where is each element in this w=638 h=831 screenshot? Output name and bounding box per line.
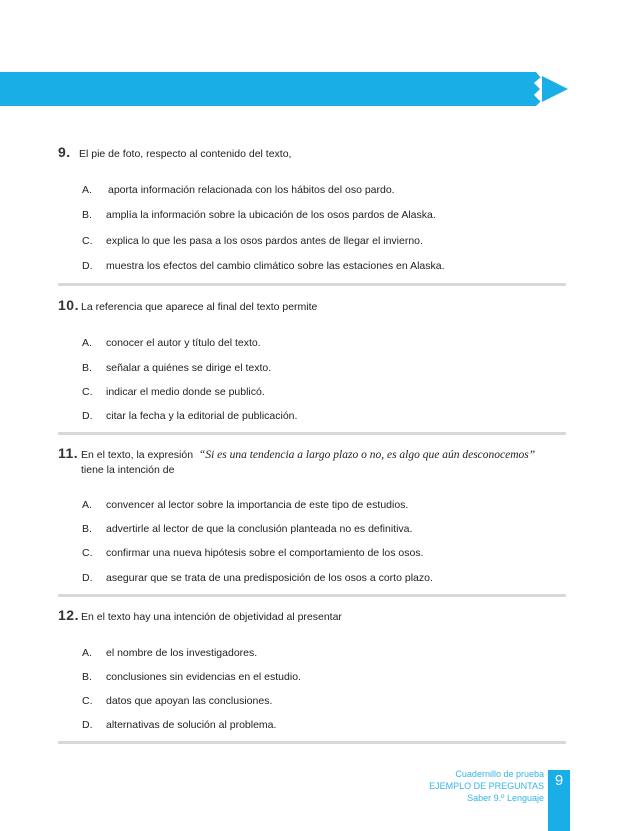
option-letter: C. <box>82 695 93 707</box>
option-a <box>82 337 261 349</box>
option-text: datos que apoyan las conclusiones. <box>106 695 273 707</box>
option-c <box>82 235 423 247</box>
option-text: asegurar que se trata de una predisposición de los osos a corto plazo. <box>106 572 433 584</box>
question-stem <box>58 144 558 162</box>
option-text: explica lo que les pasa a los osos pardos antes de llegar el invierno. <box>106 235 423 247</box>
booklet-footer <box>429 768 544 804</box>
option-text: aporta información relacionada con los hábitos del oso pardo. <box>108 184 395 196</box>
option-text: confirmar una nueva hipótesis sobre el comportamiento de los osos. <box>106 547 424 559</box>
option-text: señalar a quiénes se dirige el texto. <box>106 362 272 374</box>
option-text: citar la fecha y la editorial de publicación. <box>106 410 298 422</box>
pencil-banner-graphic <box>0 72 580 106</box>
question-text: La referencia que aparece al final del texto permite <box>81 301 318 313</box>
option-b <box>82 523 412 535</box>
stem-ending: tiene la intención de <box>81 464 175 476</box>
option-d <box>82 719 276 731</box>
page-number-tab <box>548 770 570 831</box>
question-number: 10. <box>58 297 79 313</box>
option-text: conclusiones sin evidencias en el estudio. <box>106 671 301 683</box>
option-letter: A. <box>82 499 92 511</box>
option-letter: D. <box>82 719 93 731</box>
option-c <box>82 695 272 707</box>
option-text: muestra los efectos del cambio climático sobre las estaciones en Alaska. <box>106 260 445 272</box>
page-number: 9 <box>554 772 564 789</box>
question-text: En el texto hay una intención de objetividad al presentar <box>81 611 342 623</box>
question-text: El pie de foto, respecto al contenido del texto, <box>79 148 292 160</box>
option-letter: D. <box>82 260 93 272</box>
option-letter: D. <box>82 410 93 422</box>
stem-intro: En el texto, la expresión <box>81 449 194 461</box>
section-divider <box>58 594 566 597</box>
question-10 <box>58 297 558 422</box>
option-letter: D. <box>82 572 93 584</box>
option-c <box>82 386 265 398</box>
footer-line-3: Saber 9.º Lenguaje <box>467 793 544 803</box>
option-d <box>82 260 445 272</box>
option-text: conocer el autor y título del texto. <box>106 337 261 349</box>
footer-line-2: EJEMPLO DE PREGUNTAS <box>429 781 544 791</box>
question-number: 12. <box>58 607 79 623</box>
option-letter: C. <box>82 386 93 398</box>
quoted-expression: “Si es una tendencia a largo plazo o no, es algo que aún desconocemos” <box>198 449 536 461</box>
option-text: amplía la información sobre la ubicación de los osos pardos de Alaska. <box>106 209 436 221</box>
question-stem <box>58 607 558 625</box>
question-number: 11. <box>58 445 79 461</box>
question-12 <box>58 607 558 731</box>
question-stem <box>58 445 558 478</box>
option-text: indicar el medio donde se publicó. <box>106 386 265 398</box>
option-letter: A. <box>82 337 92 349</box>
footer-line-1: Cuadernillo de prueba <box>455 769 544 779</box>
option-a <box>82 184 395 196</box>
option-a <box>82 647 257 659</box>
option-text: alternativas de solución al problema. <box>106 719 277 731</box>
option-text: convencer al lector sobre la importancia de este tipo de estudios. <box>106 499 409 511</box>
option-letter: B. <box>82 362 92 374</box>
option-letter: C. <box>82 235 93 247</box>
question-number: 9. <box>58 144 71 160</box>
option-letter: C. <box>82 547 93 559</box>
question-11 <box>58 445 558 584</box>
section-divider <box>58 283 566 286</box>
question-9 <box>58 144 558 272</box>
question-stem <box>58 297 558 315</box>
option-b <box>82 671 301 683</box>
option-d <box>82 572 433 584</box>
option-c <box>82 547 424 559</box>
option-b <box>82 209 436 221</box>
option-letter: A. <box>82 647 92 659</box>
option-letter: B. <box>82 209 92 221</box>
option-b <box>82 362 271 374</box>
option-letter: A. <box>82 184 92 196</box>
section-divider <box>58 432 566 435</box>
option-letter: B. <box>82 523 92 535</box>
option-text: advertirle al lector de que la conclusión planteada no es definitiva. <box>106 523 413 535</box>
option-letter: B. <box>82 671 92 683</box>
option-d <box>82 410 297 422</box>
section-divider <box>58 741 566 744</box>
option-a <box>82 499 408 511</box>
question-text <box>58 445 558 478</box>
option-text: el nombre de los investigadores. <box>106 647 258 659</box>
